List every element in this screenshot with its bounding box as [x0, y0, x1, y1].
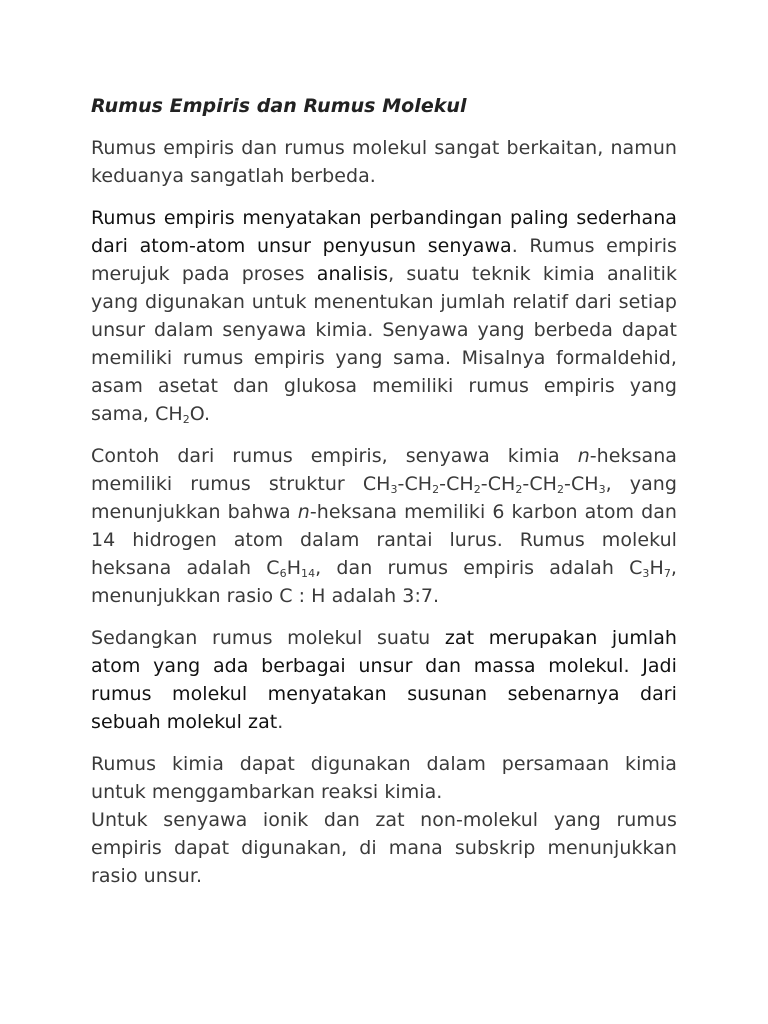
italic-n: n [297, 501, 310, 523]
paragraph-intro [91, 134, 677, 190]
paragraph-empirical-formula: Rumus empiris menyatakan perbandingan paling sederhana dari atom-atom unsur penyusun senyawa. Rumus empiris merujuk pada proses analisis, suatu teknik kimia analitik yang digunakan untuk menentukan jumlah relatif dari setiap unsur dalam senyawa kimia. Senyawa yang berbeda dapat memiliki rumus empiris yang sama. Misalnya formaldehid, asam asetat dan glukosa memiliki rumus empiris yang sama, $CH_2O$. [91, 207, 678, 426]
definition-empirical: Rumus empiris menyatakan perbandingan paling sederhana dari atom-atom unsur penyusun senyawa [91, 207, 677, 257]
formula-structure: $CH_3-CH_2-CH_2-CH_2-CH_2-CH_3$ [362, 473, 606, 496]
text-segment: . Rumus empiris merujuk pada proses [91, 235, 677, 285]
paragraph-hexane-example: Contoh dari rumus empiris, senyawa kimia n-heksana memiliki rumus struktur $CH_3-CH_2-CH_2-CH_2-CH_2-CH_3$, yang menunjukkan bahwa n-heksana memiliki 6 karbon atom dan 14 hidrogen atom dalam rantai lurus. Rumus molekul heksana adalah $C_6H_{14}$, dan rumus empiris adalah $C_3H_7$, menunjukkan rasio C : H adalah 3:7. [91, 445, 677, 607]
paragraph-chemical-formula: Rumus kimia dapat digunakan dalam persamaan kimia untuk menggambarkan reaksi kimia. Untuk senyawa ionik dan zat non-molekul yang rumus empiris dapat digunakan, di mana subskrip menunjukkan rasio unsur. [91, 753, 677, 887]
document-title: Rumus Empiris dan Rumus Molekul [91, 95, 467, 117]
document-page [91, 92, 677, 904]
italic-n: n [577, 445, 590, 467]
text-segment: , suatu teknik kimia analitik yang digunakan untuk menentukan jumlah relatif dari setiap unsur dalam senyawa kimia. Senyawa yang berbeda dapat memiliki rumus empiris yang sama. Misalnya formaldehid, asam asetat dan glukosa memiliki rumus empiris yang sama, [91, 263, 678, 425]
formula-empirical: $C_3H_7$ [629, 557, 671, 580]
link-analisis: analisis [316, 263, 389, 285]
definition-molecular: zat merupakan jumlah atom yang ada berbagai unsur dan massa molekul. Jadi rumus molekul menyatakan susunan sebenarnya dari sebuah molekul zat [91, 627, 678, 733]
intro-text: Rumus empiris dan rumus molekul sangat berkaitan, namun keduanya sangatlah berbeda. [91, 137, 677, 187]
paragraph-molecular-formula: Sedangkan rumus molekul suatu zat merupakan jumlah atom yang ada berbagai unsur dan massa molekul. Jadi rumus molekul menyatakan susunan sebenarnya dari sebuah molekul zat. [91, 627, 678, 733]
formula-molecular: $C_6H_{14}$ [266, 557, 316, 580]
formula-ch2o: $CH_2O$ [155, 403, 205, 426]
